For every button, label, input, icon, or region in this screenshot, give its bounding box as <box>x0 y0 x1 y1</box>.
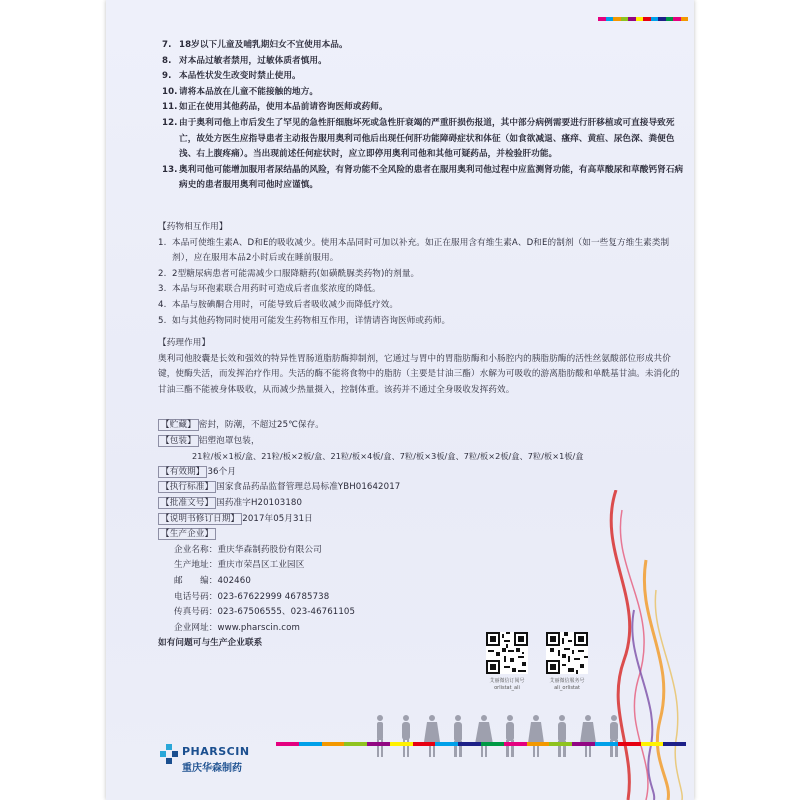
validity-value: 36个月 <box>207 466 237 477</box>
pharmacology-section <box>158 336 688 398</box>
approval-label: 【批准文号】 <box>158 497 216 509</box>
interaction-item: 5. 如与其他药物同时使用可能发生药物相互作用，详情请咨询医师或药师。 <box>158 315 451 326</box>
warning-item: 9. 本品性状发生改变时禁止使用。 <box>162 71 301 82</box>
manufacturer-row: 电话号码：023-67622999 46785738 <box>174 591 330 602</box>
interaction-item: 1. 本品可使维生素A、D和E的吸收减少。使用本品同时可加以补充。如正在服用含有维生素A、D和E的制剂（如一些复方维生素类制剂），应在服用本品2小时后或在睡前服用。 <box>158 237 670 264</box>
logo-mark-icon <box>160 744 180 770</box>
company-logo <box>160 742 280 774</box>
company-website-link[interactable]: www.pharscin.com <box>217 622 300 633</box>
manufacturer-heading: 【生产企业】 <box>158 527 688 543</box>
contact-note: 如有问题可与生产企业联系 <box>158 638 263 649</box>
qr-code-subscription[interactable] <box>486 632 528 674</box>
interactions-section <box>158 220 688 329</box>
manufacturer-row: 传真号码：023-67506555、023-46761105 <box>174 607 356 618</box>
standard-label: 【执行标准】 <box>158 481 216 493</box>
standard-value: 国家食品药品监督管理总局标准YBH01642017 <box>216 482 401 493</box>
manufacturer-row: 邮 编：402460 <box>174 575 251 586</box>
warnings-list <box>162 38 688 194</box>
interaction-item: 2. 2型糖尿病患者可能需减少口服降糖药(如磺酰脲类药物)的剂量。 <box>158 268 420 279</box>
qr-caption-subscription: 艾丽微信订阅号 orlistat_ali <box>489 678 525 691</box>
interactions-heading: 【药物相互作用】 <box>158 222 228 232</box>
warning-item: 8. 对本品过敏者禁用，过敏体质者慎用。 <box>162 55 327 66</box>
silhouettes-illustration <box>370 712 640 762</box>
manufacturer-row: 企业网址：www.pharscin.com <box>174 622 300 633</box>
pharmacology-text: 奥利司他胶囊是长效和强效的特异性胃肠道脂肪酶抑制剂，它通过与胃中的胃脂肪酶和小肠腔内的胰脂肪酶的活性丝氨酸部位形成共价键，使酶失活，而发挥治疗作用。失活的酶不能将食物中的脂肪（主要是甘油三酯）水解为可吸收的游离脂肪酸和单酰基甘油。未消化的甘油三酯不能被身体吸收，从而减少热量摄入，控制体重。该药并不通过全身吸收发挥药效。 <box>158 353 680 395</box>
packaging-detail: 21粒/板×1板/盒、21粒/板×2板/盒、21粒/板×4板/盒、7粒/板×3板/盒、7粒/板×2板/盒、7粒/板×1板/盒 <box>192 451 584 462</box>
revision-label: 【说明书修订日期】 <box>158 513 242 525</box>
validity-label: 【有效期】 <box>158 466 207 478</box>
manufacturer-row: 生产地址：重庆市荣昌区工业园区 <box>174 560 305 571</box>
logo-text-chinese: 重庆华森制药 <box>182 763 242 774</box>
color-stripe-top <box>598 17 688 21</box>
logo-text-english: PHARSCIN <box>182 745 250 758</box>
warning-item: 11. 如正在使用其他药品，使用本品前请咨询医师或药师。 <box>162 102 388 113</box>
interaction-item: 4. 本品与胺碘酮合用时，可能导致后者吸收减少而降低疗效。 <box>158 299 399 310</box>
warning-item: 12. 由于奥利司他上市后发生了罕见的急性肝细胞坏死或急性肝衰竭的严重肝损伤报道，其中部分病例需要进行肝移植或可直接导致死亡，故处方医生应指导患者主动报告服用奥利司他后出现任何肝功能障碍症状和体征（如食欲减退、瘙痒、黄疸、尿色深、粪便色浅、右上腹疼痛）。当出现前述任何症状时，应立即停用奥利司他和其他可疑药品，并检验肝功能。 <box>162 117 675 160</box>
storage-value: 密封，防潮，不超过25℃保存。 <box>198 420 324 430</box>
validity-row <box>158 465 688 481</box>
warning-item: 7. 18岁以下儿童及哺乳期妇女不宜使用本品。 <box>162 40 348 50</box>
warning-item: 10. 请将本品放在儿童不能接触的地方。 <box>162 86 319 97</box>
color-stripe-bottom <box>276 742 686 746</box>
interaction-item: 3. 本品与环孢素联合用药时可造成后者血浆浓度的降低。 <box>158 284 381 295</box>
warning-item: 13. 奥利司他可能增加服用者尿结晶的风险，有肾功能不全风险的患者在服用奥利司他过程中应监测肾功能，有高草酸尿和草酸钙肾石病病史的患者服用奥利司他时应谨慎。 <box>162 164 684 191</box>
qr-caption-service: 艾丽微信服务号 ali_orlistat <box>549 678 585 691</box>
packaging-value: 铝塑泡罩包装， <box>198 435 260 446</box>
storage-label: 【贮藏】 <box>158 419 199 431</box>
pharmacology-heading: 【药理作用】 <box>158 338 211 348</box>
packaging-label: 【包装】 <box>158 435 199 447</box>
revision-value: 2017年05月31日 <box>242 513 313 524</box>
packaging-row <box>158 434 688 450</box>
leaflet-page <box>106 0 694 800</box>
approval-value: 国药准字H20103180 <box>216 497 303 508</box>
storage-row <box>158 418 688 434</box>
manufacturer-row: 企业名称：重庆华森制药股份有限公司 <box>174 544 322 555</box>
